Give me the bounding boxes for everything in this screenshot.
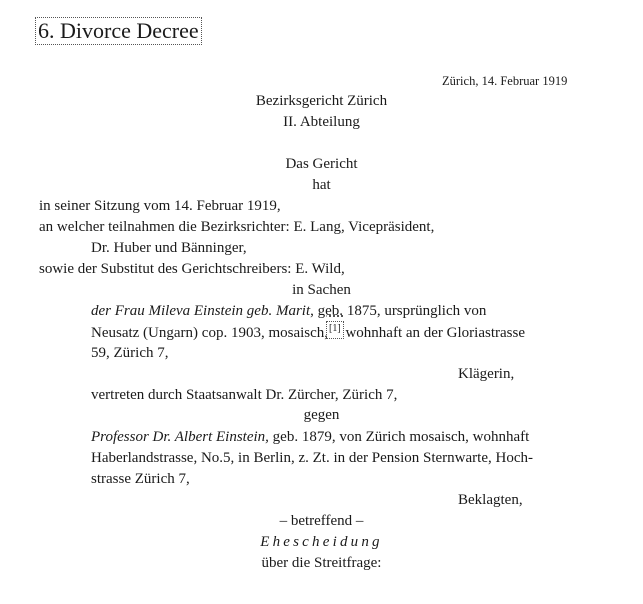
defendant-line-3: strasse Zürich 7, — [91, 471, 190, 487]
subject-divorce: Ehescheidung — [260, 534, 383, 550]
court-department: II. Abteilung — [283, 114, 360, 130]
section-title: 6. Divorce Decree — [35, 17, 202, 45]
defendant-line-1-rest: geb. 1879, von Zürich mosaisch, wohnhaft — [268, 429, 530, 445]
court-name: Bezirksgericht Zürich — [255, 93, 388, 109]
plaintiff-name: der Frau Mileva Einstein geb. Marit — [91, 303, 311, 319]
defendant-name: Professor Dr. Albert Einstein, — [91, 429, 269, 445]
plaintiff-line-1-rest: 1875, ursprünglich von — [343, 303, 487, 319]
plaintiff-line-3: 59, Zürich 7, — [91, 345, 169, 361]
session-line-1: in seiner Sitzung vom 14. Februar 1919, — [39, 198, 281, 214]
concerning: – betreffend – — [279, 513, 364, 529]
session-line-4: sowie der Substitut des Gerichtschreibers: E. Wild, — [39, 261, 345, 277]
defendant-role: Beklagten, — [458, 492, 523, 508]
verb-hat: hat — [312, 177, 331, 193]
footnote-link[interactable]: [1] — [328, 323, 342, 337]
plaintiff-line-2 — [91, 323, 525, 342]
plaintiff-role: Klägerin, — [458, 366, 515, 382]
plaintiff-geb: geb. — [317, 303, 344, 319]
plaintiff-line-2-post: wohnhaft an der Gloriastrasse — [341, 325, 525, 341]
plaintiff-representative: vertreten durch Staatsanwalt Dr. Zürcher, Zürich 7, — [91, 387, 398, 403]
plaintiff-line-2-pre: Neusatz (Ungarn) cop. 1903, mosaisch, — [91, 325, 329, 341]
defendant-line-1 — [91, 428, 529, 446]
court-word: Das Gericht — [285, 156, 358, 172]
session-line-2: an welcher teilnahmen die Bezirksrichter: E. Lang, Vicepräsident, — [39, 219, 435, 235]
defendant-line-2: Haberlandstrasse, No.5, in Berlin, z. Zt. in der Pension Sternwarte, Hoch- — [91, 450, 533, 466]
versus: gegen — [303, 407, 340, 423]
dispute-question: über die Streitfrage: — [261, 555, 382, 571]
plaintiff-line-1: der Frau Mileva Einstein geb. Marit, geb. 1875, ursprünglich von — [91, 303, 487, 319]
in-re: in Sachen — [292, 282, 351, 298]
date-line: Zürich, 14. Februar 1919 — [442, 74, 568, 88]
session-line-3: Dr. Huber und Bänninger, — [91, 240, 247, 256]
